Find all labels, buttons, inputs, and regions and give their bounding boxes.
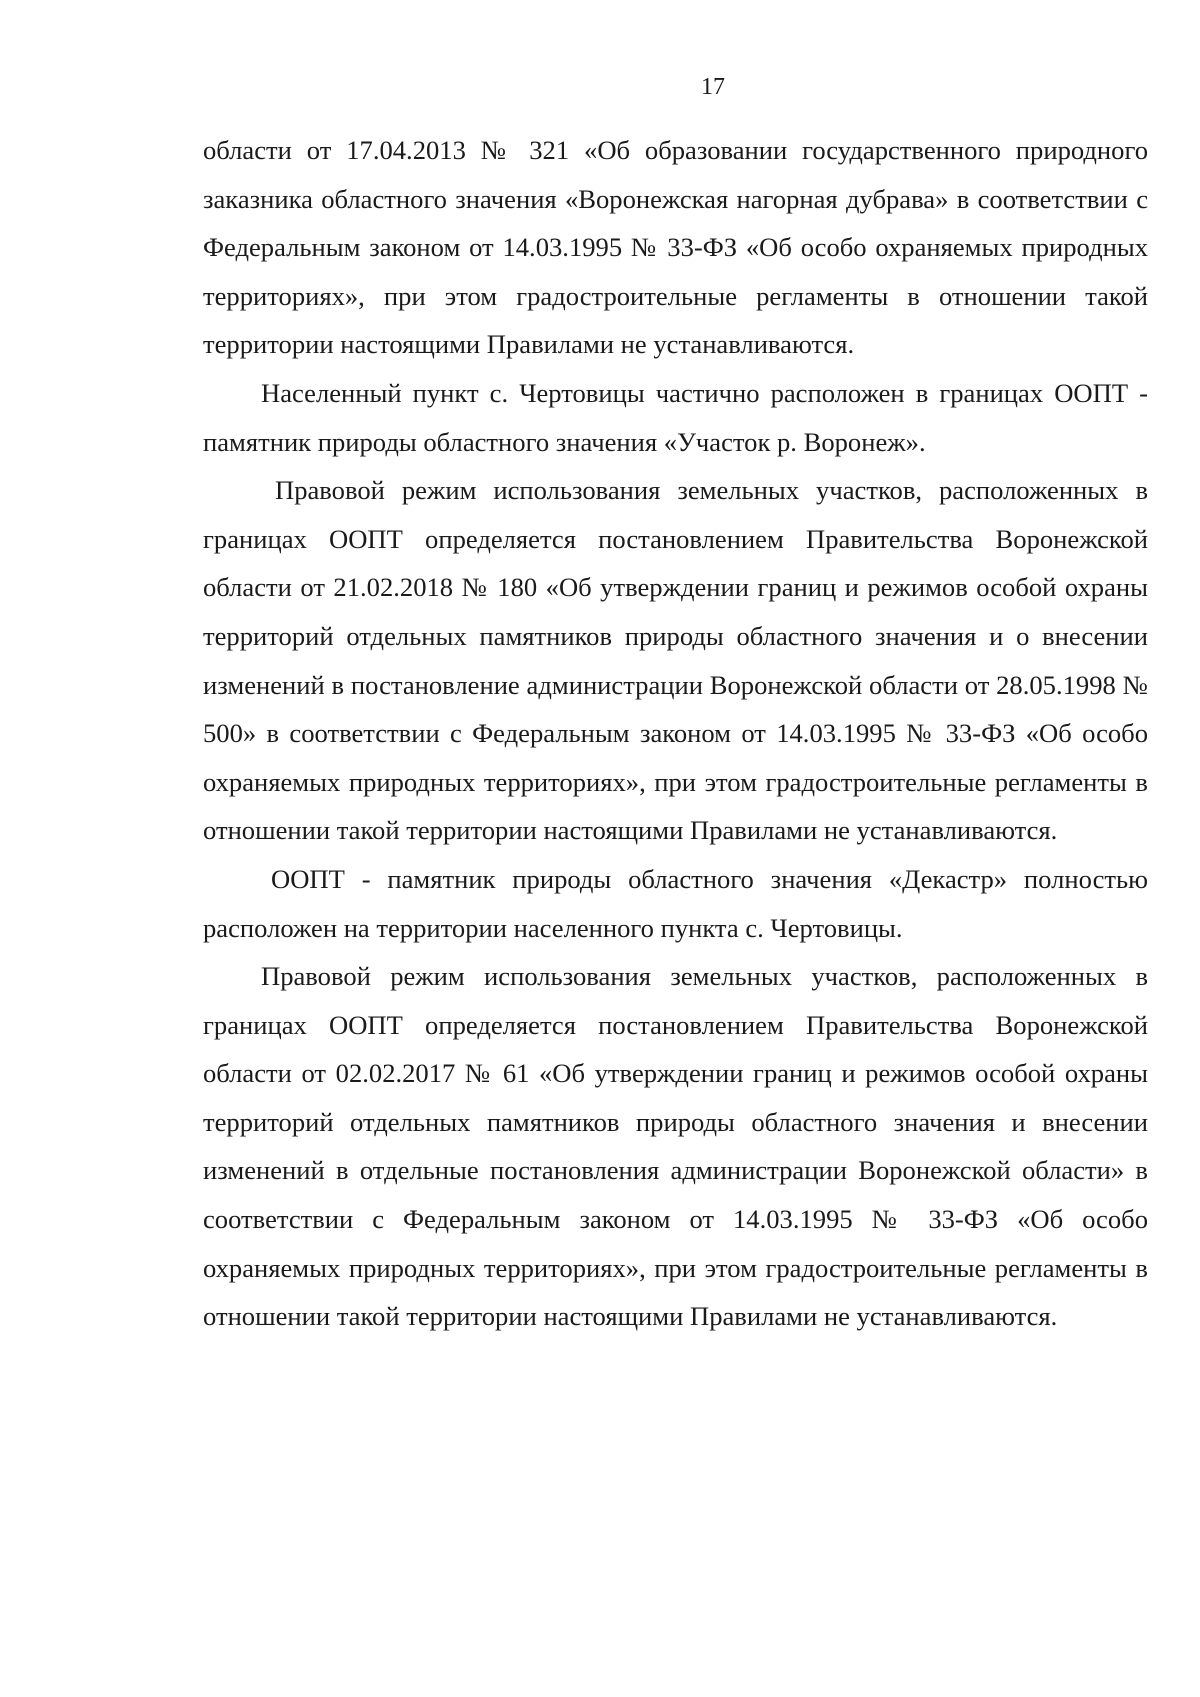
- paragraph-2: Населенный пункт с. Чертовицы частично расположен в границах ООПТ - памятник природы областного значения «Участок р. Воронеж».: [203, 377, 1148, 457]
- paragraph-3: Правовой режим использования земельных участков, расположенных в границах ООПТ определяется постановлением Правительства Воронежской области от 21.02.2018 № 180 «Об утверждении границ и режимов особой охраны территорий отдельных памятников природы областного значения и о внесении изменений в постановление администрации Воронежской области от 28.05.1998 № 500» в соответствии с Федеральным законом от 14.03.1995 № 33-ФЗ «Об особо охраняемых природных территориях», при этом градостроительные регламенты в отношении такой территории настоящими Правилами не устанавливаются.: [203, 475, 1148, 846]
- page-number: [0, 72, 1200, 102]
- paragraph-5: Правовой режим использования земельных участков, расположенных в границах ООПТ определяется постановлением Правительства Воронежской области от 02.02.2017 № 61 «Об утверждении границ и режимов особой охраны территорий отдельных памятников природы областного значения и внесении изменений в отдельные постановления администрации Воронежской области» в соответствии с Федеральным законом от 14.03.1995 № 33-ФЗ «Об особо охраняемых природных территориях», при этом градостроительные регламенты в отношении такой территории настоящими Правилами не устанавливаются.: [203, 961, 1148, 1332]
- page-number-text: 17: [701, 74, 725, 100]
- document-body: [203, 126, 1148, 1341]
- paragraph-1: области от 17.04.2013 № 321 «Об образовании государственного природного заказника областного значения «Воронежская нагорная дубрава» в соответствии с Федеральным законом от 14.03.1995 № 33-ФЗ «Об особо охраняемых природных территориях», при этом градостроительные регламенты в отношении такой территории настоящими Правилами не устанавливаются.: [203, 135, 1148, 360]
- paragraph-4: ООПТ - памятник природы областного значения «Декастр» полностью расположен на территории населенного пункта с. Чертовицы.: [203, 863, 1148, 943]
